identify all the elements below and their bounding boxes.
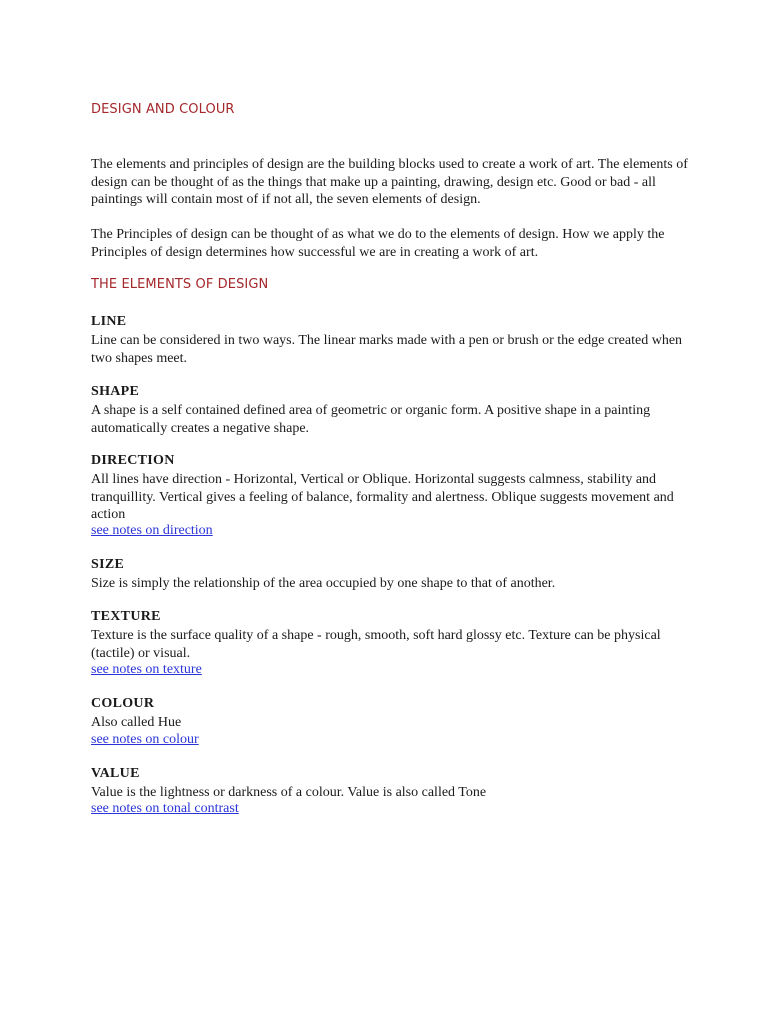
link-notes-texture[interactable]: see notes on texture xyxy=(91,662,202,677)
term-value: VALUE xyxy=(91,766,140,781)
term-line: LINE xyxy=(91,314,127,329)
intro-paragraph-1: The elements and principles of design are the building blocks used to create a work of art. The elements of design can be thought of as the things that make up a painting, drawing, design etc. Good or bad - all paintings will contain most of if not all, the seven elements of design. xyxy=(91,157,688,207)
document-title: DESIGN AND COLOUR xyxy=(91,102,235,117)
term-direction: DIRECTION xyxy=(91,453,175,468)
term-colour: COLOUR xyxy=(91,696,155,711)
definition-size: Size is simply the relationship of the area occupied by one shape to that of another. xyxy=(91,576,556,591)
term-shape: SHAPE xyxy=(91,384,140,399)
definition-texture: Texture is the surface quality of a shape - rough, smooth, soft hard glossy etc. Texture can be physical (tactile) or visual. xyxy=(91,628,661,661)
link-notes-colour[interactable]: see notes on colour xyxy=(91,732,199,747)
term-size: SIZE xyxy=(91,557,125,572)
definition-direction: All lines have direction - Horizontal, Vertical or Oblique. Horizontal suggests calmness, stability and tranquillity. Vertical gives a feeling of balance, formality and alertness. Oblique suggests movement and action xyxy=(91,472,674,522)
term-texture: TEXTURE xyxy=(91,609,161,624)
definition-shape: A shape is a self contained defined area of geometric or organic form. A positive shape in a painting automatically creates a negative shape. xyxy=(91,403,651,436)
link-notes-tonal-contrast[interactable]: see notes on tonal contrast xyxy=(91,801,239,816)
section-heading: THE ELEMENTS OF DESIGN xyxy=(91,277,269,292)
intro-paragraph-2: The Principles of design can be thought of as what we do to the elements of design. How we apply the Principles of design determines how successful we are in creating a work of art. xyxy=(91,227,665,260)
definition-value: Value is the lightness or darkness of a colour. Value is also called Tone xyxy=(91,785,487,800)
link-notes-direction[interactable]: see notes on direction xyxy=(91,523,213,538)
definition-line: Line can be considered in two ways. The linear marks made with a pen or brush or the edge created when two shapes meet. xyxy=(91,333,683,366)
definition-colour: Also called Hue xyxy=(91,715,182,730)
